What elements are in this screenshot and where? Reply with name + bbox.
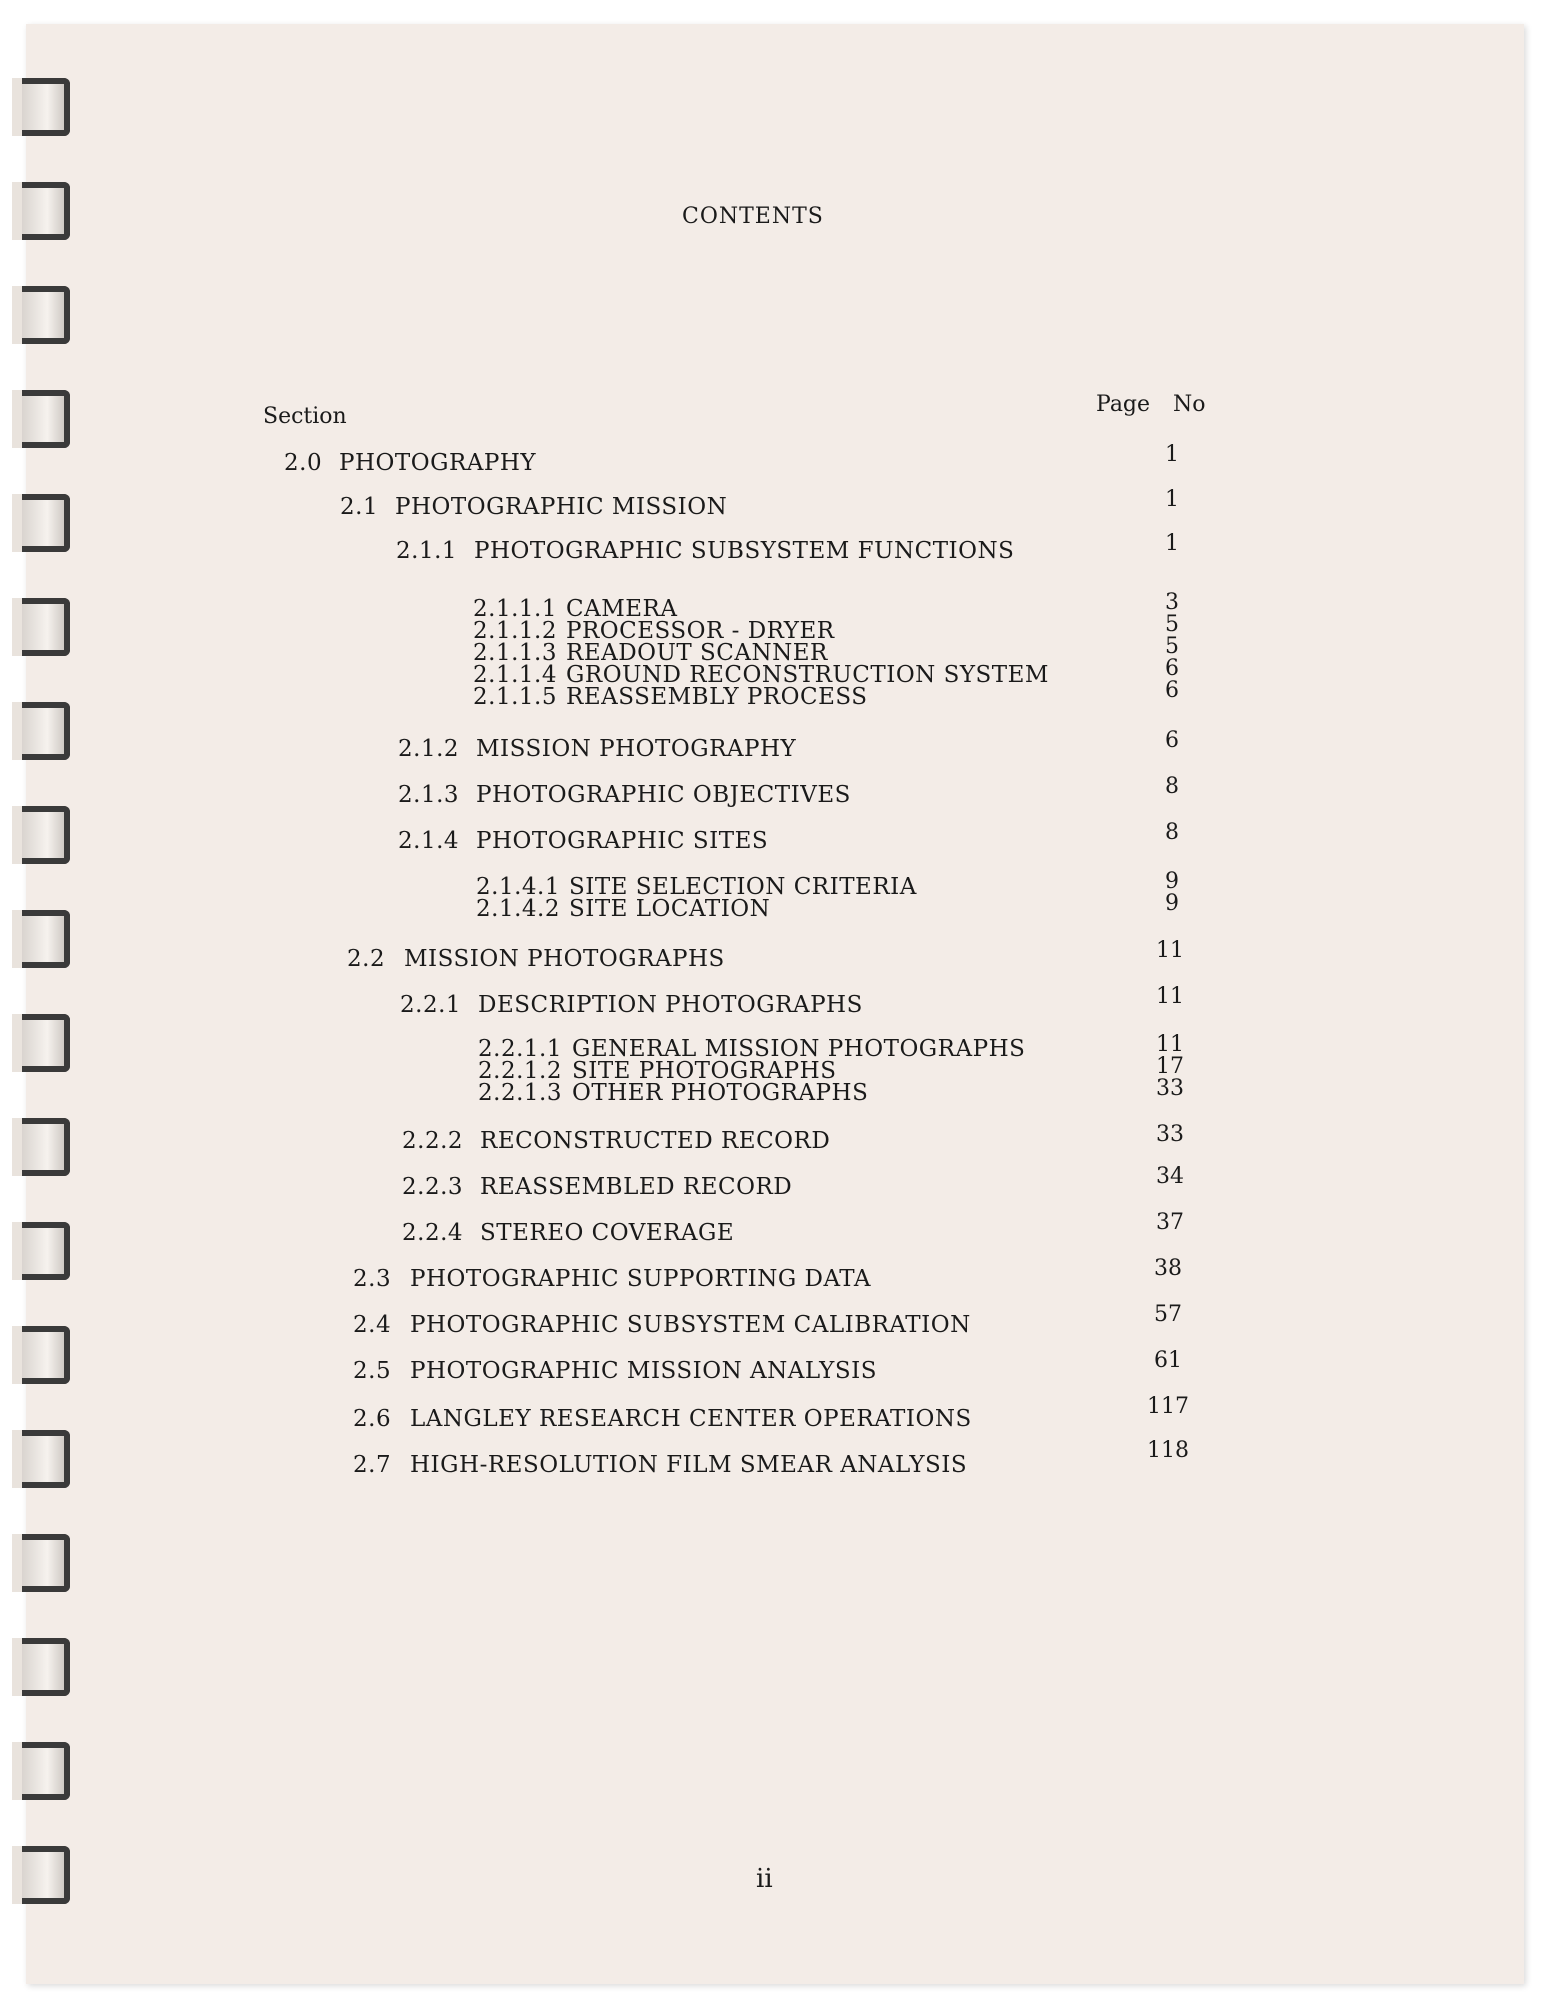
toc-entry-page: 3 (1165, 590, 1179, 615)
toc-entry-page: 8 (1165, 774, 1179, 799)
toc-entry-title: PHOTOGRAPHIC MISSION ANALYSIS (410, 1358, 877, 1384)
binding-ring (22, 1742, 70, 1800)
toc-entry-page: 33 (1156, 1122, 1184, 1147)
binding-ring (22, 1014, 70, 1072)
binding-ring (22, 286, 70, 344)
document-page (26, 24, 1524, 1984)
toc-entry-page: 33 (1156, 1076, 1184, 1101)
toc-entry-page: 5 (1165, 634, 1179, 659)
binding-ring (22, 182, 70, 240)
toc-entry-title: PHOTOGRAPHIC SUBSYSTEM CALIBRATION (410, 1312, 971, 1338)
toc-entry-number: 2.1.2 (398, 736, 460, 762)
toc-entry-page: 118 (1147, 1438, 1189, 1463)
toc-entry-number: 2.4 (353, 1312, 392, 1338)
toc-entry-title: SITE SELECTION CRITERIA (569, 874, 917, 900)
toc-entry-number: 2.1.1.1 (473, 596, 557, 622)
toc-entry-number: 2.1.3 (398, 782, 460, 808)
toc-entry-number: 2.2.1.1 (478, 1036, 562, 1062)
toc-entry-number: 2.1.1.5 (473, 684, 557, 710)
toc-entry-title: PHOTOGRAPHIC SITES (476, 828, 769, 854)
binding-ring (22, 1534, 70, 1592)
toc-entry-number: 2.7 (353, 1452, 392, 1478)
toc-entry-title: PHOTOGRAPHY (339, 450, 537, 476)
toc-entry-number: 2.1.4.2 (476, 896, 560, 922)
toc-entry-title: SITE LOCATION (569, 896, 771, 922)
toc-entry-number: 2.2.1 (400, 992, 462, 1018)
toc-entry-page: 61 (1154, 1348, 1182, 1373)
toc-entry-title: OTHER PHOTOGRAPHS (572, 1080, 869, 1106)
toc-entry-page: 8 (1165, 820, 1179, 845)
toc-entry-page: 1 (1165, 487, 1179, 512)
toc-entry-number: 2.2.1.2 (478, 1058, 562, 1084)
binding-ring (22, 1638, 70, 1696)
toc-entry-title: MISSION PHOTOGRAPHS (404, 946, 725, 972)
toc-entry-title: CAMERA (566, 596, 678, 622)
toc-entry-number: 2.2 (347, 946, 386, 972)
toc-entry-number: 2.0 (284, 450, 323, 476)
toc-entry-number: 2.1.1.4 (473, 662, 557, 688)
toc-entry-title: READOUT SCANNER (566, 640, 828, 666)
toc-entry-title: REASSEMBLY PROCESS (566, 684, 868, 710)
page-folio: ii (756, 1864, 773, 1894)
contents-title: CONTENTS (682, 204, 824, 229)
toc-entry-title: LANGLEY RESEARCH CENTER OPERATIONS (410, 1406, 972, 1432)
toc-entry-number: 2.2.3 (402, 1174, 464, 1200)
toc-entry-title: RECONSTRUCTED RECORD (480, 1128, 831, 1154)
number-header: No (1173, 392, 1206, 417)
toc-entry-title: PHOTOGRAPHIC OBJECTIVES (476, 782, 851, 808)
binding-ring (22, 1222, 70, 1280)
toc-entry-page: 17 (1156, 1054, 1184, 1079)
toc-entry-title: SITE PHOTOGRAPHS (572, 1058, 837, 1084)
toc-entry-number: 2.1.1 (396, 538, 458, 564)
binding-ring (22, 702, 70, 760)
toc-entry-page: 34 (1156, 1164, 1184, 1189)
toc-entry-number: 2.1.1.2 (473, 618, 557, 644)
toc-entry-page: 38 (1154, 1256, 1182, 1281)
toc-entry-page: 11 (1156, 938, 1184, 963)
toc-entry-page: 1 (1165, 442, 1179, 467)
toc-entry-number: 2.1.1.3 (473, 640, 557, 666)
toc-entry-page: 11 (1156, 984, 1184, 1009)
toc-entry-number: 2.6 (353, 1406, 392, 1432)
toc-entry-page: 5 (1165, 612, 1179, 637)
section-header: Section (263, 404, 347, 429)
toc-entry-number: 2.1.4 (398, 828, 460, 854)
binding-ring (22, 806, 70, 864)
toc-entry-number: 2.2.1.3 (478, 1080, 562, 1106)
toc-entry-page: 57 (1154, 1302, 1182, 1327)
toc-entry-number: 2.1 (340, 494, 379, 520)
toc-entry-title: REASSEMBLED RECORD (480, 1174, 793, 1200)
toc-entry-title: PHOTOGRAPHIC SUBSYSTEM FUNCTIONS (474, 538, 1015, 564)
toc-entry-title: MISSION PHOTOGRAPHY (476, 736, 797, 762)
toc-entry-page: 37 (1156, 1210, 1184, 1235)
binding-ring (22, 1118, 70, 1176)
binding-ring (22, 598, 70, 656)
toc-entry-page: 6 (1165, 678, 1179, 703)
toc-entry-page: 117 (1147, 1394, 1189, 1419)
toc-entry-number: 2.2.4 (402, 1220, 464, 1246)
toc-entry-title: PHOTOGRAPHIC SUPPORTING DATA (410, 1266, 871, 1292)
toc-entry-number: 2.5 (353, 1358, 392, 1384)
toc-entry-title: GENERAL MISSION PHOTOGRAPHS (572, 1036, 1026, 1062)
toc-entry-page: 6 (1165, 728, 1179, 753)
binding-ring (22, 1326, 70, 1384)
toc-entry-page: 9 (1165, 891, 1179, 916)
binding-ring (22, 494, 70, 552)
binding-ring (22, 78, 70, 136)
binding-ring (22, 910, 70, 968)
binding-ring (22, 1430, 70, 1488)
toc-entry-page: 1 (1165, 531, 1179, 556)
toc-entry-title: PROCESSOR - DRYER (566, 618, 835, 644)
binding-ring (22, 1846, 70, 1904)
toc-entry-title: HIGH-RESOLUTION FILM SMEAR ANALYSIS (410, 1452, 968, 1478)
toc-entry-page: 6 (1165, 656, 1179, 681)
page-header: Page (1096, 392, 1151, 417)
toc-entry-number: 2.1.4.1 (476, 874, 560, 900)
toc-entry-title: STEREO COVERAGE (480, 1220, 735, 1246)
toc-entry-title: PHOTOGRAPHIC MISSION (395, 494, 728, 520)
toc-entry-number: 2.3 (353, 1266, 392, 1292)
toc-entry-number: 2.2.2 (402, 1128, 464, 1154)
toc-entry-page: 11 (1156, 1032, 1184, 1057)
binding-ring (22, 390, 70, 448)
toc-entry-title: GROUND RECONSTRUCTION SYSTEM (566, 662, 1049, 688)
toc-entry-title: DESCRIPTION PHOTOGRAPHS (478, 992, 863, 1018)
toc-entry-page: 9 (1165, 869, 1179, 894)
